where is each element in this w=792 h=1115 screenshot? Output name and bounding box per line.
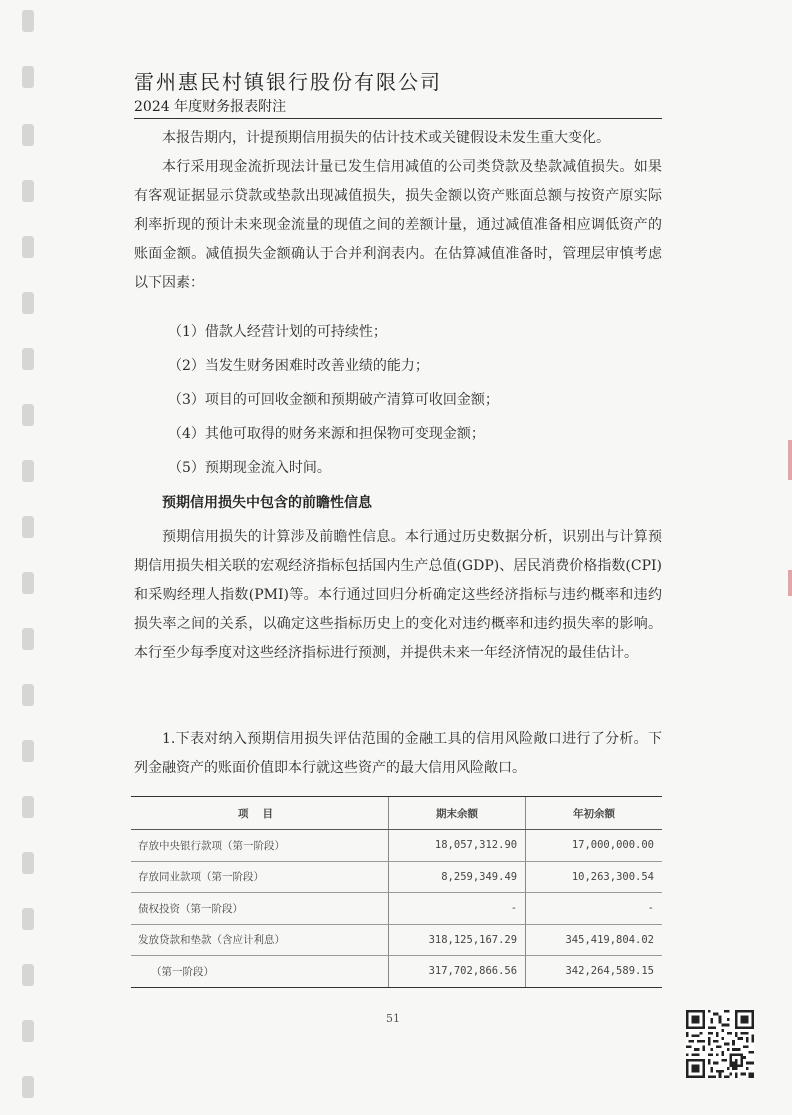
- binding-hole: [22, 740, 34, 762]
- edge-seal-mark: [788, 570, 792, 596]
- row-begin-balance: 345,419,804.02: [526, 924, 662, 956]
- row-end-balance: 8,259,349.49: [389, 861, 526, 893]
- row-end-balance: 318,125,167.29: [389, 924, 526, 956]
- row-begin-balance: -: [526, 893, 662, 925]
- factor-item: （4）其他可取得的财务来源和担保物可变现金额；: [168, 426, 485, 442]
- binding-hole: [22, 1020, 34, 1042]
- table-row: [131, 893, 662, 925]
- column-header-item: 项目: [131, 797, 389, 830]
- row-end-balance: -: [389, 893, 526, 925]
- binding-hole: [22, 572, 34, 594]
- row-begin-balance: 10,263,300.54: [526, 861, 662, 893]
- binding-hole: [22, 292, 34, 314]
- binding-hole: [22, 796, 34, 818]
- factor-item: （5）预期现金流入时间。: [168, 460, 331, 476]
- page-number: 51: [386, 1012, 400, 1025]
- paragraph-impairment-method: 本行采用现金流折现法计量已发生信用减值的公司类贷款及垫款减值损失。如果有客观证据显示贷款或垫款出现减值损失，损失金额以资产账面总额与按资产原实际利率折现的预计未来现金流量的现值之间的差额计量，通过减值准备相应调低资产的账面金额。减值损失金额确认于合并利润表内。在估算减值准备时，管理层审慎考虑以下因素：: [134, 159, 662, 291]
- binding-hole: [22, 10, 34, 32]
- header-rule: [134, 118, 662, 119]
- credit-exposure-table: [131, 796, 662, 988]
- binding-hole: [22, 852, 34, 874]
- binding-hole: [22, 460, 34, 482]
- qr-code-icon: [686, 1010, 754, 1078]
- column-header-begin-balance: 年初余额: [526, 797, 662, 830]
- row-item: 发放贷款和垫款（含应计利息）: [131, 924, 389, 956]
- table-header-row: [131, 797, 662, 830]
- row-item: 债权投资（第一阶段）: [131, 893, 389, 925]
- row-item: （第一阶段）: [131, 956, 389, 988]
- section-heading: 预期信用损失中包含的前瞻性信息: [162, 495, 372, 511]
- paragraph-estimation: 本报告期内，计提预期信用损失的估计技术或关键假设未发生重大变化。: [162, 130, 610, 146]
- binding-hole: [22, 180, 34, 202]
- row-end-balance: 317,702,866.56: [389, 956, 526, 988]
- table-row: [131, 924, 662, 956]
- binding-hole: [22, 964, 34, 986]
- row-begin-balance: 17,000,000.00: [526, 830, 662, 862]
- table-row: [131, 861, 662, 893]
- binding-hole: [22, 684, 34, 706]
- binding-hole: [22, 516, 34, 538]
- row-item: 存放中央银行款项（第一阶段）: [131, 830, 389, 862]
- binding-hole: [22, 124, 34, 146]
- factor-item: （1）借款人经营计划的可持续性；: [168, 324, 387, 340]
- edge-seal-mark: [788, 440, 792, 480]
- row-end-balance: 18,057,312.90: [389, 830, 526, 862]
- binding-hole: [22, 236, 34, 258]
- binding-hole: [22, 1076, 34, 1098]
- binding-hole: [22, 908, 34, 930]
- company-name: 雷州惠民村镇银行股份有限公司: [134, 70, 442, 94]
- binding-hole: [22, 66, 34, 88]
- report-subtitle: 2024 年度财务报表附注: [134, 99, 287, 115]
- binding-hole: [22, 628, 34, 650]
- binding-holes: [22, 0, 36, 1115]
- table-row: [131, 830, 662, 862]
- paragraph-table-intro: 1.下表对纳入预期信用损失评估范围的金融工具的信用风险敞口进行了分析。下列金融资产的账面价值即本行就这些资产的最大信用风险敞口。: [134, 731, 662, 776]
- paragraph-forward-looking: 预期信用损失的计算涉及前瞻性信息。本行通过历史数据分析，识别出与计算预期信用损失相关联的宏观经济指标包括国内生产总值(GDP)、居民消费价格指数(CPI)和采购经理人指数(PMI)等。本行通过回归分析确定这些经济指标与违约概率和违约损失率之间的关系，以确定这些指标历史上的变化对违约概率和违约损失率的影响。本行至少每季度对这些经济指标进行预测，并提供未来一年经济情况的最佳估计。: [134, 529, 662, 661]
- column-header-end-balance: 期末余额: [389, 797, 526, 830]
- factor-item: （3）项目的可回收金额和预期破产清算可收回金额；: [168, 392, 499, 408]
- factor-item: （2）当发生财务困难时改善业绩的能力；: [168, 358, 429, 374]
- binding-hole: [22, 404, 34, 426]
- binding-hole: [22, 348, 34, 370]
- table-row: [131, 956, 662, 988]
- row-item: 存放同业款项（第一阶段）: [131, 861, 389, 893]
- row-begin-balance: 342,264,589.15: [526, 956, 662, 988]
